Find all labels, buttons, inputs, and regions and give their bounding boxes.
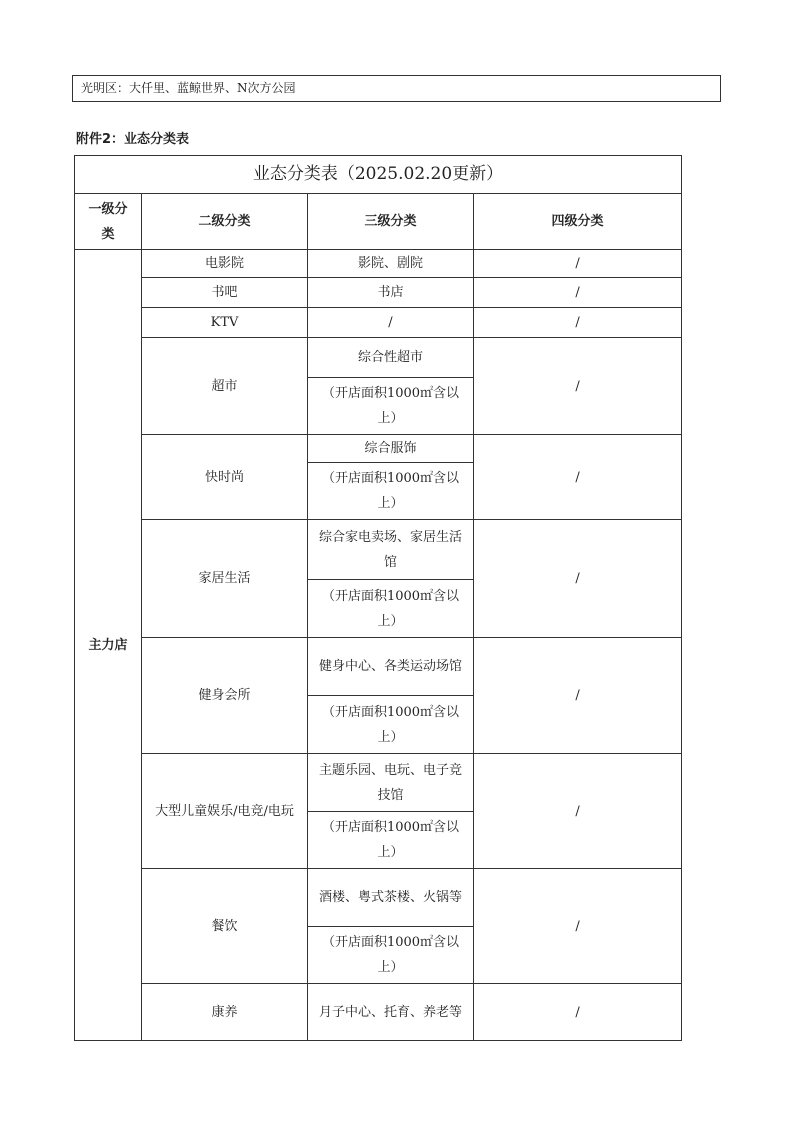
level2-cell: 大型儿童娱乐/电竞/电玩 [142,754,308,869]
level3-cell: 书店 [308,278,474,308]
level2-cell: 书吧 [142,278,308,308]
level3-cell: / [308,308,474,338]
level4-cell: / [474,308,682,338]
header-level2: 二级分类 [142,194,308,250]
level4-cell: / [474,338,682,435]
level2-cell: 电影院 [142,250,308,278]
business-category-table [74,155,682,1041]
level4-cell: / [474,754,682,869]
level3-cell: 综合服饰 [308,435,474,463]
level2-cell: 健身会所 [142,638,308,754]
level3-cell: 综合家电卖场、家居生活馆 [308,520,474,580]
level2-cell: 超市 [142,338,308,435]
level4-cell: / [474,638,682,754]
level2-cell: KTV [142,308,308,338]
level3-cell: （开店面积1000㎡含以上） [308,580,474,638]
attachment-title: 附件2：业态分类表 [76,132,190,147]
header-level1: 一级分类 [75,194,142,250]
level2-cell: 家居生活 [142,520,308,638]
header-level4: 四级分类 [474,194,682,250]
header-level3: 三级分类 [308,194,474,250]
level3-cell: （开店面积1000㎡含以上） [308,812,474,869]
level3-cell: （开店面积1000㎡含以上） [308,696,474,754]
level3-cell: （开店面积1000㎡含以上） [308,463,474,520]
level4-cell: / [474,869,682,984]
level4-cell: / [474,278,682,308]
level3-cell: 月子中心、托育、养老等 [308,984,474,1041]
level3-cell: 酒楼、粤式茶楼、火锅等 [308,869,474,927]
level3-cell: 主题乐园、电玩、电子竞技馆 [308,754,474,812]
level3-cell: （开店面积1000㎡含以上） [308,927,474,984]
level3-cell: 健身中心、各类运动场馆 [308,638,474,696]
level3-cell: 综合性超市 [308,338,474,378]
level4-cell: / [474,984,682,1041]
level2-cell: 快时尚 [142,435,308,520]
level4-cell: / [474,435,682,520]
level4-cell: / [474,250,682,278]
district-list-text: 光明区：大仟里、蓝鲸世界、N次方公园 [81,81,296,95]
level2-cell: 餐饮 [142,869,308,984]
level2-cell: 康养 [142,984,308,1041]
level1-cell: 主力店 [75,250,142,1041]
table-caption: 业态分类表（2025.02.20更新） [75,156,682,194]
level3-cell: （开店面积1000㎡含以上） [308,378,474,435]
level4-cell: / [474,520,682,638]
district-list-box [72,75,721,102]
level3-cell: 影院、剧院 [308,250,474,278]
